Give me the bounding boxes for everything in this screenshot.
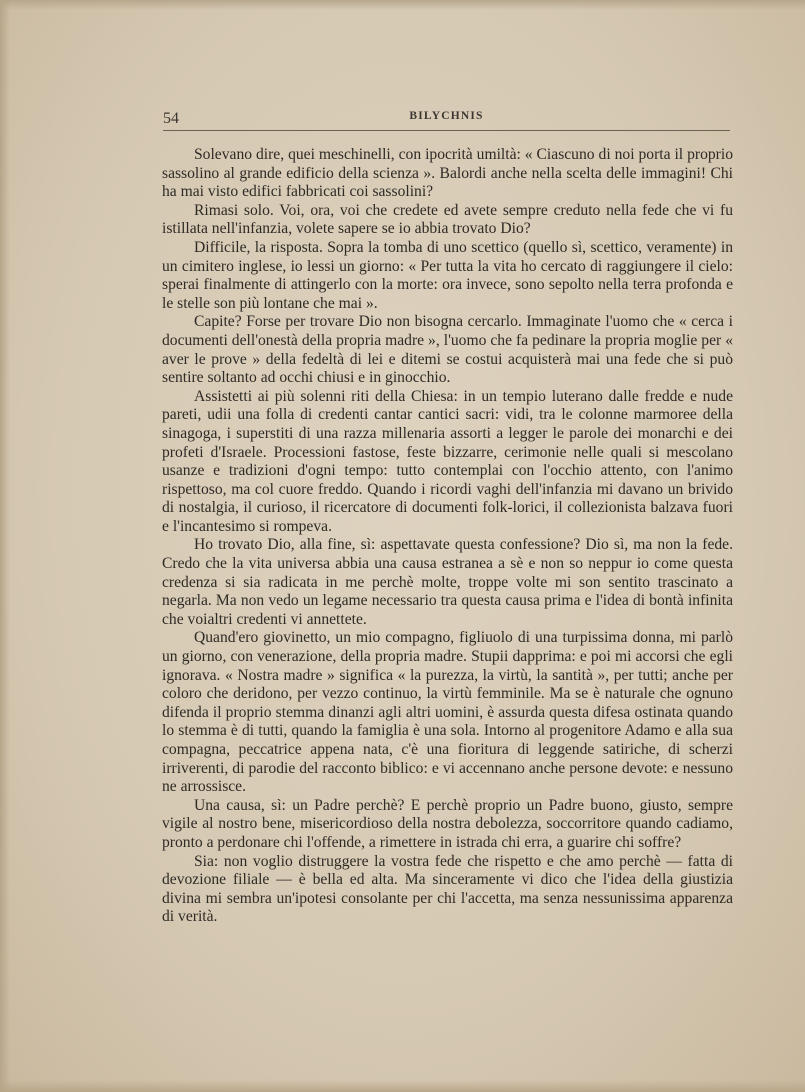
paragraph: Ho trovato Dio, alla fine, sì: aspettavate questa confessione? Dio sì, ma non la fede. Credo che la vita universa abbia una causa estranea a sè e non so neppur io come questa credenza si sia radicata in me perchè molte, troppe volte mi son sentito trascinato a negarla. Ma non vedo un legame necessario tra questa causa prima e l'idea di bontà infinita che voialtri credenti vi annettete.: [162, 536, 733, 628]
paragraph: Solevano dire, quei meschinelli, con ipocrità umiltà: « Ciascuno di noi porta il proprio sassolino al grande edificio della scienza ». Balordi anche nella scelta delle immagini! Chi ha mai visto edifici fabbricati coi sassolini?: [162, 146, 733, 201]
body-text: [162, 146, 733, 927]
paragraph: Capite? Forse per trovare Dio non bisogna cercarlo. Immaginate l'uomo che « cerca i documenti dell'onestà della propria madre », l'uomo che fa pedinare la propria moglie per « aver le prove » della fedeltà di lei e ditemi se costui acquisterà mai una fede che si può sentire soltanto ad occhi chiusi e in ginocchio.: [162, 313, 733, 387]
page-header: [163, 108, 730, 131]
paragraph: Difficile, la risposta. Sopra la tomba di uno scettico (quello sì, scettico, veramente) in un cimitero inglese, io lessi un giorno: « Per tutta la vita ho cercato di raggiungere il cielo: sperai finalmente di attingerlo con la morte: ora invece, sono sepolto nella terra profonda e le stelle son più lontane che mai ».: [162, 238, 733, 312]
paragraph: Una causa, sì: un Padre perchè? E perchè proprio un Padre buono, giusto, sempre vigile al nostro bene, misericordioso della nostra debolezza, soccorritore quando cadiamo, pronto a perdonare chi l'offende, a rimettere in istrada chi erra, a guarire chi soffre?: [162, 796, 733, 851]
page-edge-shadow: [0, 1080, 805, 1092]
page-edge-shadow: [0, 0, 10, 1092]
page-edge-shadow: [0, 0, 805, 10]
paragraph: Assistetti ai più solenni riti della Chiesa: in un tempio luterano dalle fredde e nude pareti, udii una folla di credenti cantar cantici sacri: vidi, tra le colonne marmoree della sinagoga, i superstiti di una razza millenaria assorti a legger le parole dei monarchi e dei profeti d'Israele. Processioni fastose, feste bizzarre, cerimonie nelle quali si mescolano usanze e tradizioni d'ogni tempo: tutto contemplai con l'occhio attento, con l'animo rispettoso, ma col cuore freddo. Quando i ricordi vaghi dell'infanzia mi davano un brivido di nostalgia, il curioso, il ricercatore di documenti folk-lorici, il collezionista balzava fuori e l'incantesimo si rompeva.: [162, 387, 733, 535]
running-title: BILYCHNIS: [409, 110, 484, 122]
paragraph: Sia: non voglio distruggere la vostra fede che rispetto e che amo perchè — fatta di devozione filiale — è bella ed alta. Ma sinceramente vi dico che l'idea della giustizia divina mi sembra un'ipotesi consolante per chi l'accetta, ma senza nessunissima apparenza di verità.: [162, 852, 733, 926]
page-number: 54: [163, 110, 179, 127]
paragraph: Quand'ero giovinetto, un mio compagno, figliuolo di una turpissima donna, mi parlò un giorno, con venerazione, della propria madre. Stupii dapprima: e poi mi accorsi che egli ignorava. « Nostra madre » significa « la purezza, la virtù, la santità », per tutti; anche per coloro che deridono, per vezzo continuo, la virtù femminile. Ma se è naturale che ognuno difenda il proprio stemma dinanzi agli altri uomini, è assurda questa difesa ostinata quando lo stemma è di tutti, quando la famiglia è una sola. Intorno al progenitore Adamo e alla sua compagna, peccatrice appena nata, c'è una fioritura di leggende satiriche, di scherzi irriverenti, di parodie del racconto biblico: e vi accennano anche persone devote: e nessuno ne arrossisce.: [162, 629, 733, 796]
paragraph: Rimasi solo. Voi, ora, voi che credete ed avete sempre creduto nella fede che vi fu istillata nell'infanzia, volete sapere se io abbia trovato Dio?: [162, 201, 733, 238]
